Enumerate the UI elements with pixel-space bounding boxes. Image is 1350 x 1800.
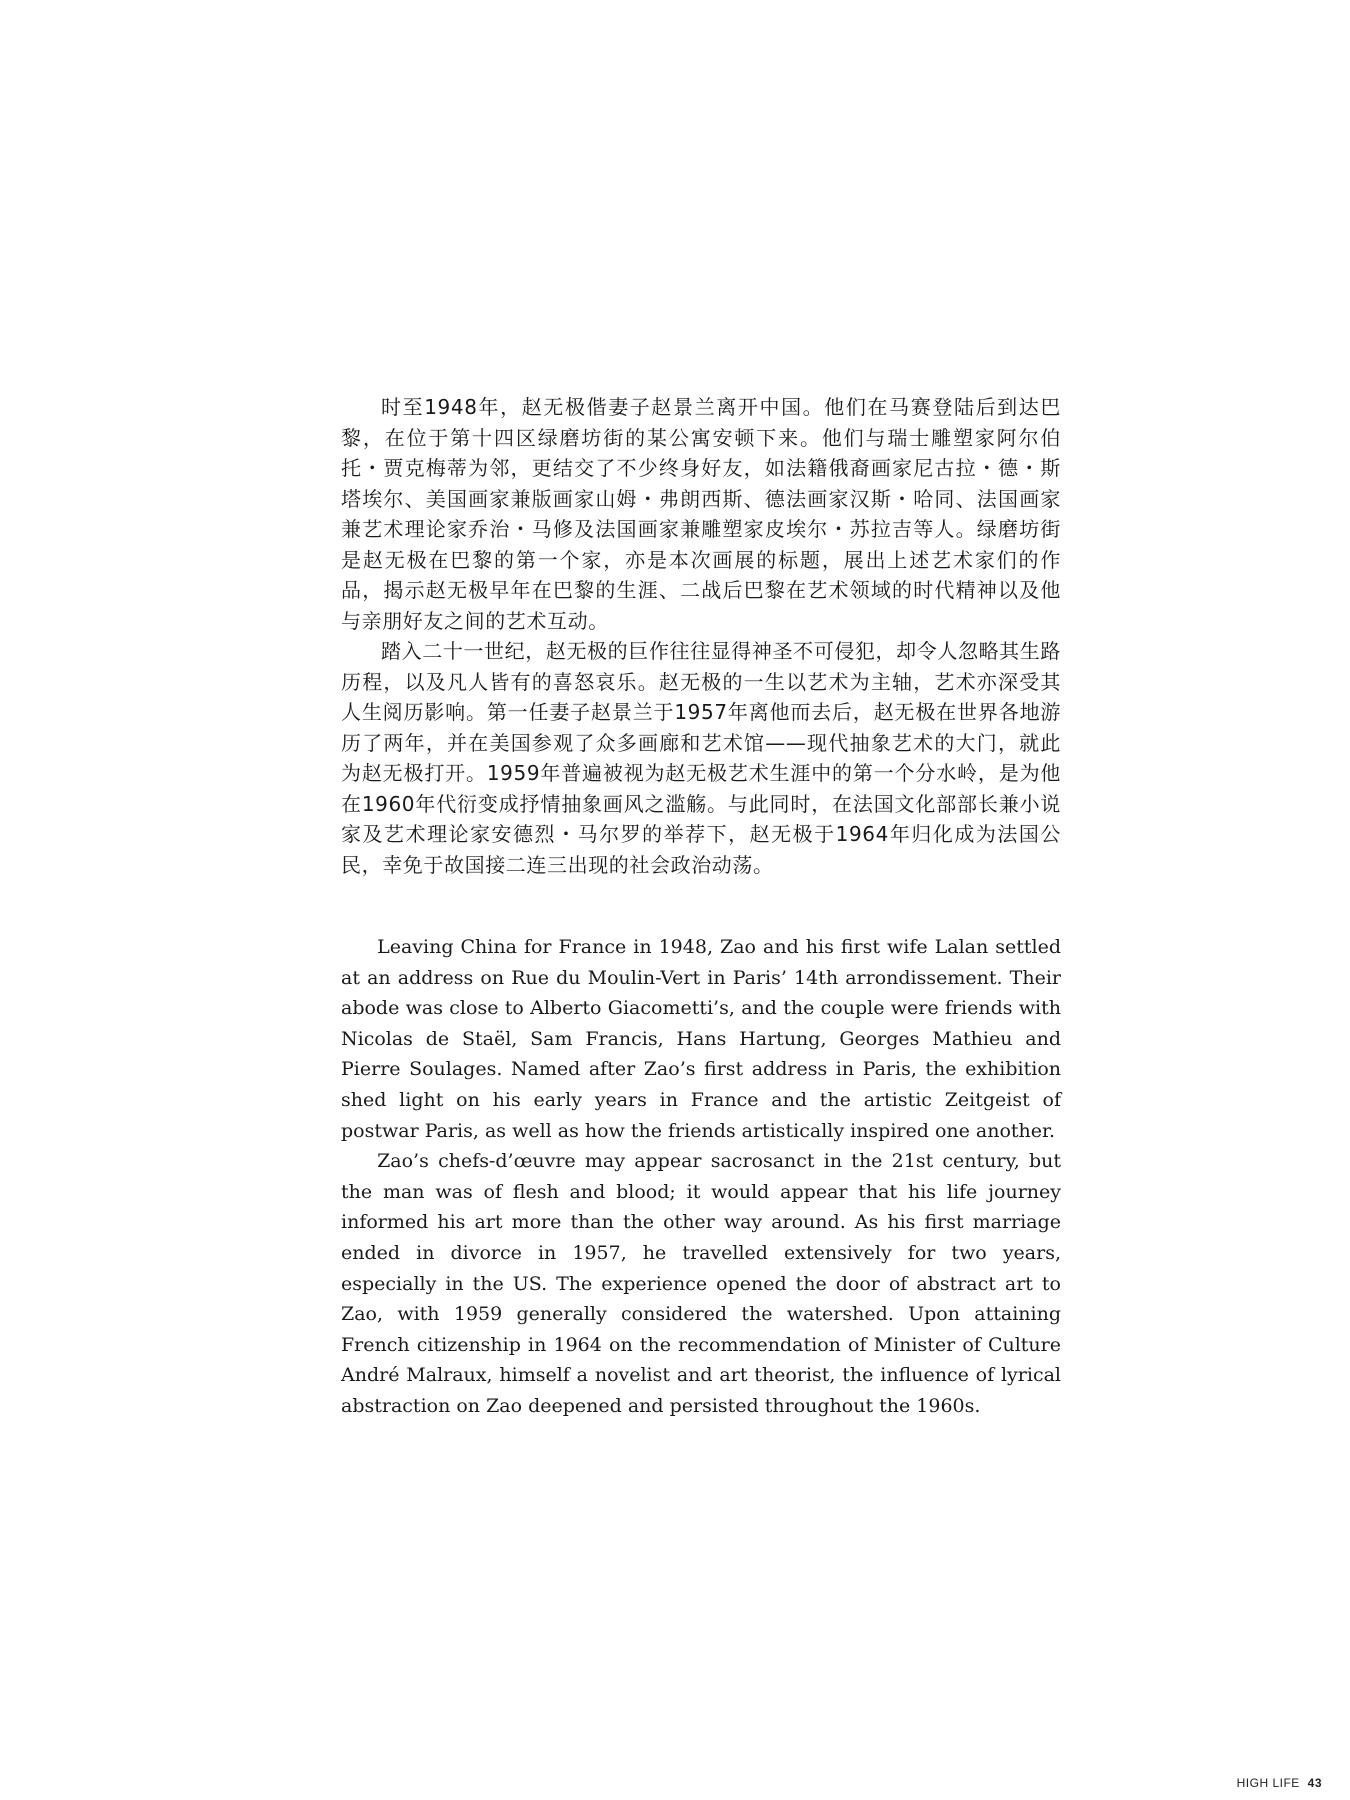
chinese-article-text xyxy=(341,392,1061,880)
page-footer xyxy=(1237,1776,1322,1790)
chinese-paragraph-2: 踏入二十一世纪，赵无极的巨作往往显得神圣不可侵犯，却令人忽略其生路历程，以及凡人皆有的喜怒哀乐。赵无极的一生以艺术为主轴，艺术亦深受其人生阅历影响。第一任妻子赵景兰于1957年离他而去后，赵无极在世界各地游历了两年，并在美国参观了众多画廊和艺术馆——现代抽象艺术的大门，就此为赵无极打开。1959年普遍被视为赵无极艺术生涯中的第一个分水岭，是为他在1960年代衍变成抒情抽象画风之滥觞。与此同时，在法国文化部部长兼小说家及艺术理论家安德烈・马尔罗的举荐下，赵无极于1964年归化成为法国公民，幸免于故国接二连三出现的社会政治动荡。 xyxy=(341,639,1061,877)
english-paragraph-1: Leaving China for France in 1948, Zao and his first wife Lalan settled at an address on Rue du Moulin-Vert in Paris’ 14th arrondissement. Their abode was close to Alberto Giacometti’s, and the couple were friends with Nicolas de Staël, Sam Francis, Hans Hartung, Georges Mathieu and Pierre Soulages. Named after Zao’s first address in Paris, the exhibition shed light on his early years in France and the artistic Zeitgeist of postwar Paris, as well as how the friends artistically inspired one another. xyxy=(341,936,1061,1142)
chinese-paragraph-1: 时至1948年，赵无极偕妻子赵景兰离开中国。他们在马赛登陆后到达巴黎，在位于第十四区绿磨坊街的某公寓安顿下来。他们与瑞士雕塑家阿尔伯托・贾克梅蒂为邻，更结交了不少终身好友，如法籍俄裔画家尼古拉・德・斯塔埃尔、美国画家兼版画家山姆・弗朗西斯、德法画家汉斯・哈同、法国画家兼艺术理论家乔治・马修及法国画家兼雕塑家皮埃尔・苏拉吉等人。绿磨坊街是赵无极在巴黎的第一个家，亦是本次画展的标题，展出上述艺术家们的作品，揭示赵无极早年在巴黎的生涯、二战后巴黎在艺术领域的时代精神以及他与亲朋好友之间的艺术互动。 xyxy=(341,395,1061,633)
english-article-text xyxy=(341,932,1061,1422)
page-number: 43 xyxy=(1307,1776,1322,1790)
publication-name: HIGH LIFE xyxy=(1236,1776,1300,1790)
english-paragraph-2: Zao’s chefs-d’œuvre may appear sacrosanct in the 21st century, but the man was of flesh and blood; it would appear that his life journey informed his art more than the other way around. As his first marriage ended in divorce in 1957, he travelled extensively for two years, especially in the US. The experience opened the door of abstract art to Zao, with 1959 generally considered the watershed. Upon attaining French citizenship in 1964 on the recommendation of Minister of Culture André Malraux, himself a novelist and art theorist, the influence of lyrical abstraction on Zao deepened and persisted throughout the 1960s. xyxy=(341,1150,1061,1417)
